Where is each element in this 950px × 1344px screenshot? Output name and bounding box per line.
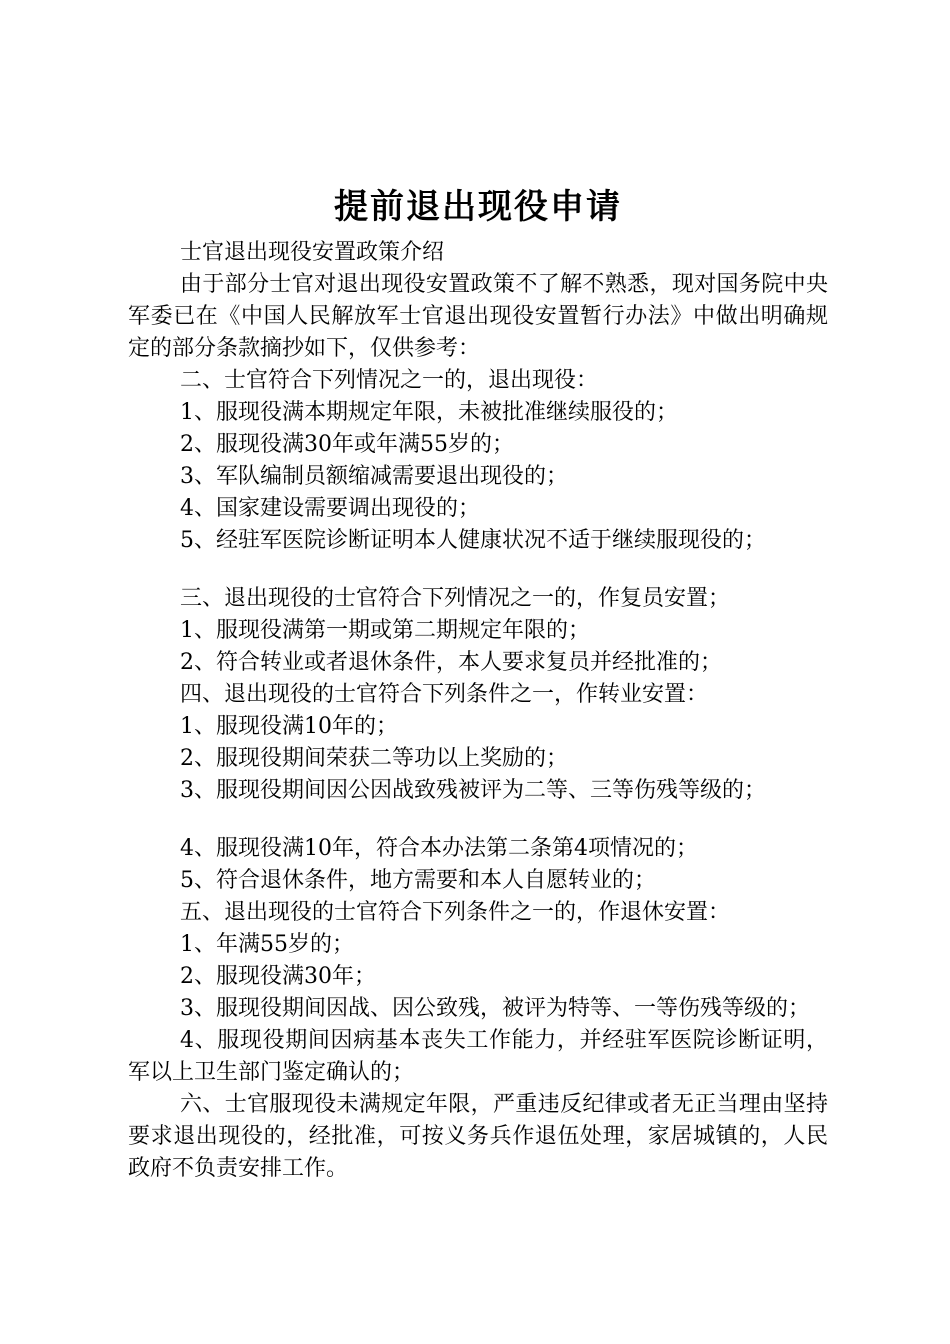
list-item: 1、服现役满10年的； xyxy=(180,714,398,739)
list-item: 1、服现役满本期规定年限，未被批准继续服役的； xyxy=(180,400,678,425)
list-item: 4、服现役期间因病基本丧失工作能力，并经驻军医院诊断证明，军以上卫生部门鉴定确认的； xyxy=(128,1028,828,1085)
document-page xyxy=(128,185,828,1185)
document-title: 提前退出现役申请 xyxy=(334,187,622,227)
paragraph-intro: 由于部分士官对退出现役安置政策不了解不熟悉，现对国务院中央军委已在《中国人民解放军士官退出现役安置暂行办法》中做出明确规定的部分条款摘抄如下，仅供参考： xyxy=(128,272,828,361)
section-three-heading: 三、退出现役的士官符合下列情况之一的，作复员安置； xyxy=(180,586,731,611)
list-item: 5、符合退休条件，地方需要和本人自愿转业的； xyxy=(180,868,656,893)
list-item: 1、服现役满第一期或第二期规定年限的； xyxy=(180,618,590,643)
section-six-paragraph: 六、士官服现役未满规定年限，严重违反纪律或者无正当理由坚持要求退出现役的，经批准，可按义务兵作退伍处理，家居城镇的，人民政府不负责安排工作。 xyxy=(128,1092,828,1181)
list-item: 4、国家建设需要调出现役的； xyxy=(180,496,480,521)
list-item: 4、服现役满10年，符合本办法第二条第4项情况的； xyxy=(180,836,698,861)
list-item: 2、符合转业或者退休条件，本人要求复员并经批准的； xyxy=(180,650,722,675)
list-item: 3、军队编制员额缩减需要退出现役的； xyxy=(180,464,568,489)
paragraph-intro-heading: 士官退出现役安置政策介绍 xyxy=(180,240,445,265)
list-item: 2、服现役期间荣获二等功以上奖励的； xyxy=(180,746,568,771)
list-item: 2、服现役满30年或年满55岁的； xyxy=(180,432,514,457)
section-two-heading: 二、士官符合下列情况之一的，退出现役： xyxy=(180,368,599,393)
list-item: 3、服现役期间因战、因公致残，被评为特等、一等伤残等级的； xyxy=(180,996,810,1021)
list-item: 2、服现役满30年； xyxy=(180,964,376,989)
section-four-heading: 四、退出现役的士官符合下列条件之一，作转业安置： xyxy=(180,682,709,707)
section-five-heading: 五、退出现役的士官符合下列条件之一的，作退休安置： xyxy=(180,900,731,925)
list-item: 1、年满55岁的； xyxy=(180,932,354,957)
list-item: 3、服现役期间因公因战致残被评为二等、三等伤残等级的； xyxy=(180,778,766,803)
list-item: 5、经驻军医院诊断证明本人健康状况不适于继续服现役的； xyxy=(180,528,766,553)
